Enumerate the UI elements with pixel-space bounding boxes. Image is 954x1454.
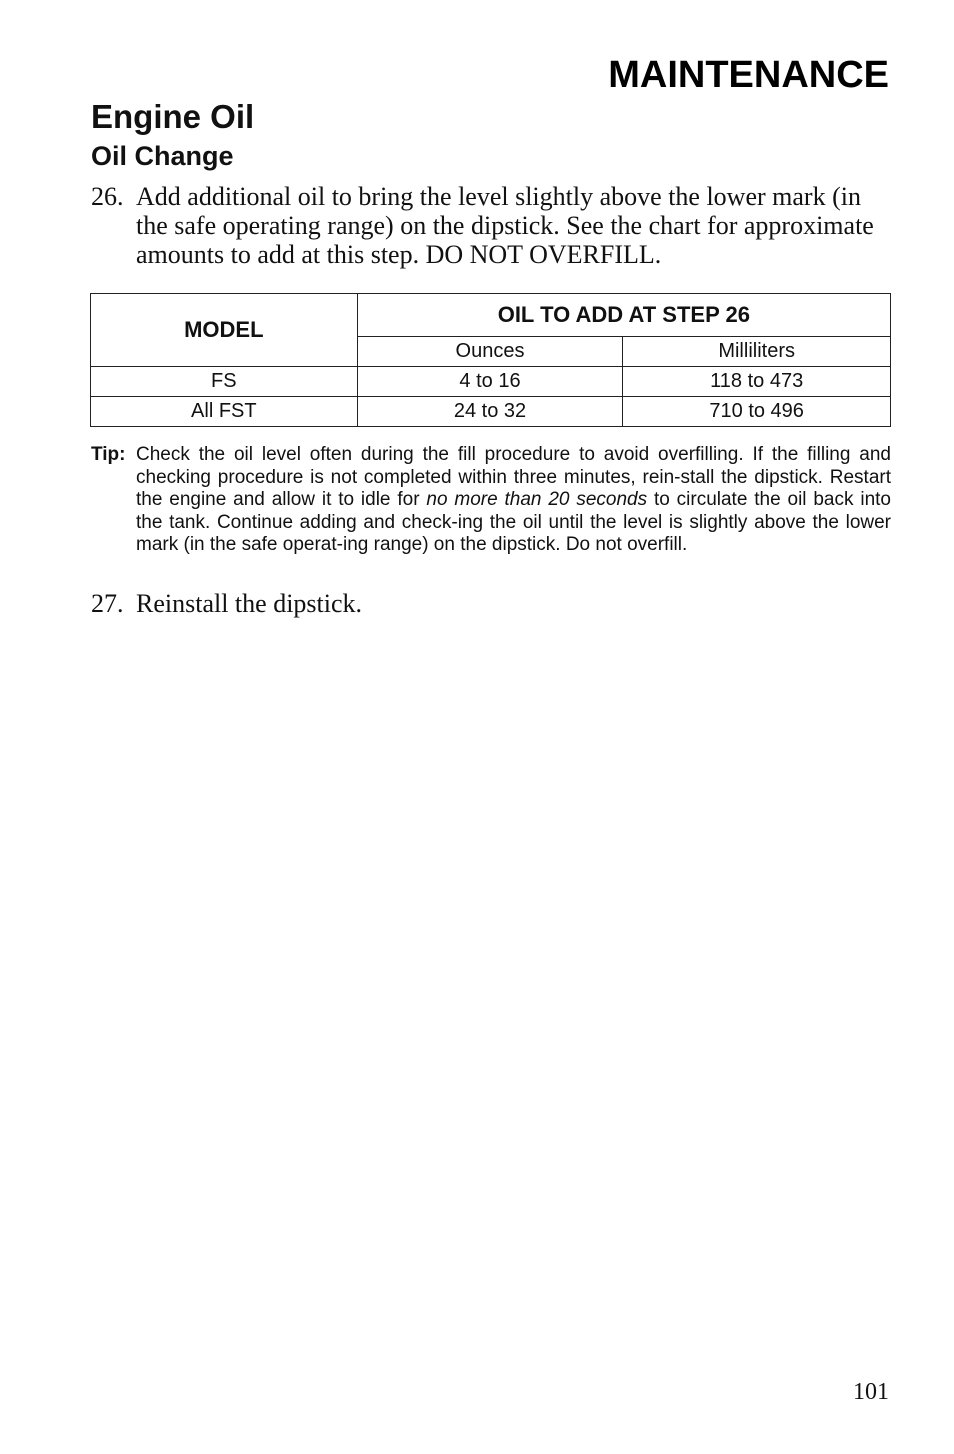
step-26 [91,182,891,269]
tip-text [136,444,891,557]
oil-table [90,293,891,427]
step-text: Add additional oil to bring the level slightly above the lower mark (in the safe operating range) on the dipstick. See the chart for approximate amounts to add at this step. DO NOT OVERFILL. [136,182,874,269]
tip-text-after: to circulate the oil back into the tank. Continue adding and check-ing the oil until the level is slightly above the lower mark (in the safe operat-ing range) on the dipstick. Do not overfill. [136,489,891,555]
unit-ounces-header: Ounces [357,337,623,367]
ounces-cell: 24 to 32 [357,397,623,427]
table-row [91,367,891,397]
milliliters-cell: 118 to 473 [623,367,891,397]
tip-note [91,444,891,557]
model-header: MODEL [91,294,358,367]
oil-group-header: OIL TO ADD AT STEP 26 [357,294,890,337]
step-number: 27. [91,589,124,618]
step-27 [91,589,891,618]
table-row [91,397,891,427]
model-cell: FS [91,367,358,397]
page-subtitle: Oil Change [91,141,234,171]
ounces-cell: 4 to 16 [357,367,623,397]
table-header-row [91,294,891,337]
tip-label: Tip: [91,444,126,465]
tip-text-before: Check the oil level often during the fill procedure to avoid overfilling. If the filling and checking procedure is not completed within three minutes, rein-stall the dipstick. Restart the engine and allow it to idle for [136,444,891,510]
tip-text-emphasis: no more than 20 seconds [426,489,648,510]
milliliters-cell: 710 to 496 [623,397,891,427]
unit-milliliters-header: Milliliters [623,337,891,367]
step-text: Reinstall the dipstick. [136,589,363,618]
step-number: 26. [91,182,124,211]
page-title: Engine Oil [91,98,255,135]
model-cell: All FST [91,397,358,427]
page-number: 101 [853,1379,889,1405]
section-header: MAINTENANCE [608,54,889,96]
